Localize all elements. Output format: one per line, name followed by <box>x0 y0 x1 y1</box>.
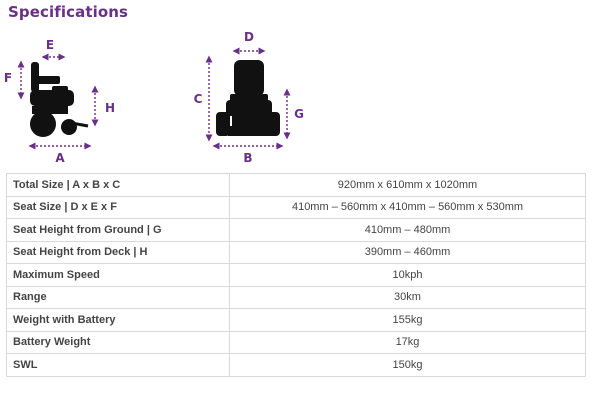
spec-row <box>7 264 586 287</box>
spec-row <box>7 174 586 197</box>
page-title: Specifications <box>8 3 129 21</box>
spec-value: 920mm x 610mm x 1020mm <box>230 174 586 197</box>
spec-value: 155kg <box>230 309 586 332</box>
label-h: H <box>104 101 116 115</box>
dimension-diagrams <box>0 26 608 172</box>
spec-label: Seat Size | D x E x F <box>7 196 230 219</box>
front-view-wheelchair-icon <box>216 60 280 136</box>
diagram-svg <box>0 26 608 172</box>
spec-label: Seat Height from Deck | H <box>7 241 230 264</box>
spec-value: 410mm – 560mm x 410mm – 560mm x 530mm <box>230 196 586 219</box>
label-g: G <box>294 107 304 121</box>
spec-value: 17kg <box>230 331 586 354</box>
spec-label: Maximum Speed <box>7 264 230 287</box>
spec-value: 410mm – 480mm <box>230 219 586 242</box>
spec-row <box>7 309 586 332</box>
spec-label: SWL <box>7 354 230 377</box>
spec-label: Battery Weight <box>7 331 230 354</box>
label-e: E <box>45 38 55 52</box>
label-f: F <box>3 71 13 85</box>
spec-value: 30km <box>230 286 586 309</box>
label-c: C <box>193 92 203 106</box>
spec-row <box>7 354 586 377</box>
spec-row <box>7 196 586 219</box>
label-b: B <box>243 151 253 165</box>
spec-label: Seat Height from Ground | G <box>7 219 230 242</box>
label-a: A <box>55 151 65 165</box>
side-view-wheelchair-icon <box>30 62 88 137</box>
spec-row <box>7 219 586 242</box>
specifications-table <box>6 173 586 377</box>
spec-row <box>7 286 586 309</box>
spec-value: 150kg <box>230 354 586 377</box>
spec-label: Weight with Battery <box>7 309 230 332</box>
spec-label: Range <box>7 286 230 309</box>
spec-label: Total Size | A x B x C <box>7 174 230 197</box>
spec-value: 10kph <box>230 264 586 287</box>
specifications-table-body <box>7 174 586 377</box>
spec-value: 390mm – 460mm <box>230 241 586 264</box>
label-d: D <box>244 30 254 44</box>
side-view-diagram <box>4 38 115 165</box>
spec-row <box>7 331 586 354</box>
spec-row <box>7 241 586 264</box>
front-view-diagram <box>194 30 304 165</box>
